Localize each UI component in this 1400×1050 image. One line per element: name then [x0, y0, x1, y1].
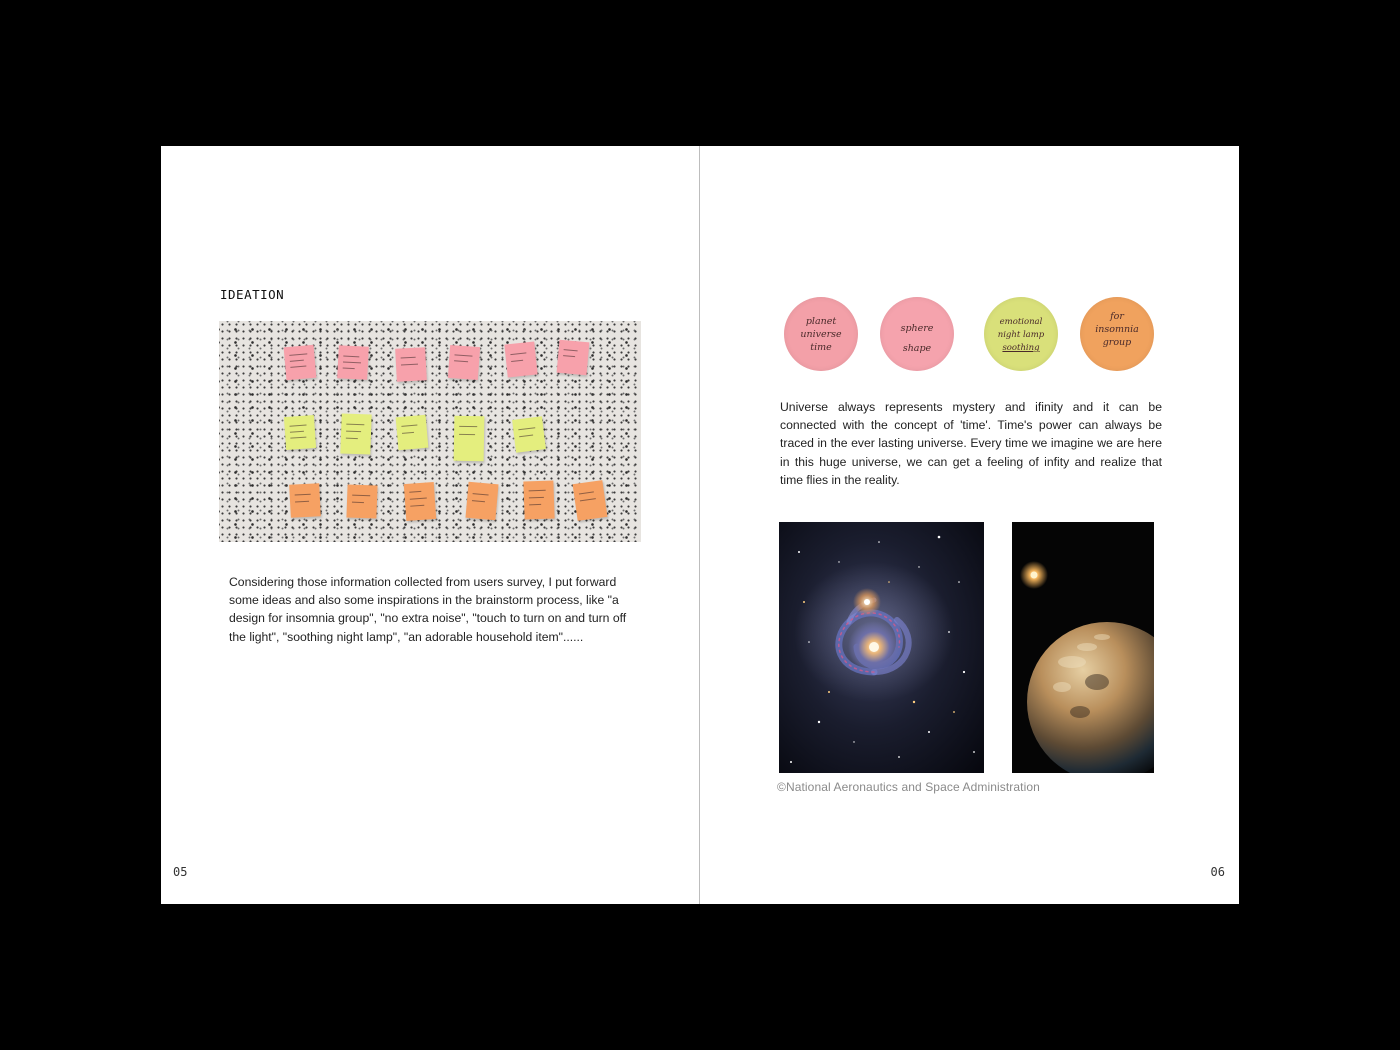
sticky-note: [454, 416, 485, 462]
book-spread: [161, 146, 1239, 904]
circle-word: planet: [805, 316, 837, 327]
sticky-notes-photo: [219, 321, 641, 542]
circle-word: for: [1110, 311, 1124, 322]
ideation-paragraph: Considering those information collected from users survey, I put forward some ideas and also some inspirations in the brainstorm process, like "a design for insomnia group", "no extra noise", "touch to turn on and turn off the light", "soothing night lamp", "an adorable household item"......: [229, 575, 627, 644]
sticky-note: [504, 342, 537, 378]
sticky-note: [284, 415, 316, 450]
keyword-circle-planet: [784, 297, 858, 371]
circle-word: soothing: [1002, 343, 1040, 353]
sticky-note: [465, 482, 498, 520]
circle-word: time: [810, 342, 832, 353]
sticky-note: [448, 345, 480, 380]
sticky-note: [337, 345, 369, 380]
sticky-note: [573, 480, 608, 521]
sticky-note: [557, 340, 590, 375]
keyword-circle-emotional: [984, 297, 1058, 371]
keyword-circle-sphere: [880, 297, 954, 371]
sticky-note: [395, 347, 427, 382]
keyword-circle-insomnia: [1080, 297, 1154, 371]
page-number-left: 05: [173, 865, 188, 879]
sticky-note: [523, 480, 554, 519]
circle-word: universe: [800, 329, 842, 340]
sticky-note: [346, 484, 377, 518]
sticky-note: [289, 483, 321, 518]
circle-word: insomnia: [1095, 324, 1139, 335]
left-page: [161, 146, 699, 904]
circle-word: night lamp: [997, 330, 1045, 340]
planet-image: [1012, 522, 1154, 773]
circle-word: group: [1102, 337, 1132, 348]
sticky-note: [340, 413, 371, 454]
planet-illustration: [1012, 522, 1154, 773]
universe-paragraph: Universe always represents mystery and ifinity and it can be connected with the concept of 'time'. Time's power can always be traced in the ever lasting universe. Every time we imagine we are here in this huge universe, we can get a feeling of infity and realize that time flies in the reality.: [780, 400, 1162, 487]
galaxy-image: [779, 522, 984, 773]
image-credit: ©National Aeronautics and Space Administration: [777, 780, 1040, 794]
sticky-note: [404, 482, 437, 521]
circle-word: emotional: [999, 317, 1043, 327]
page-number-right: 06: [1210, 865, 1225, 879]
circle-word: sphere: [900, 323, 934, 334]
sticky-note: [396, 415, 429, 450]
right-page: [700, 146, 1239, 904]
sticky-note: [284, 345, 317, 380]
sticky-note: [512, 416, 546, 452]
section-title: IDEATION: [220, 287, 285, 302]
circle-word: shape: [902, 343, 932, 354]
galaxy-illustration: [779, 522, 984, 773]
